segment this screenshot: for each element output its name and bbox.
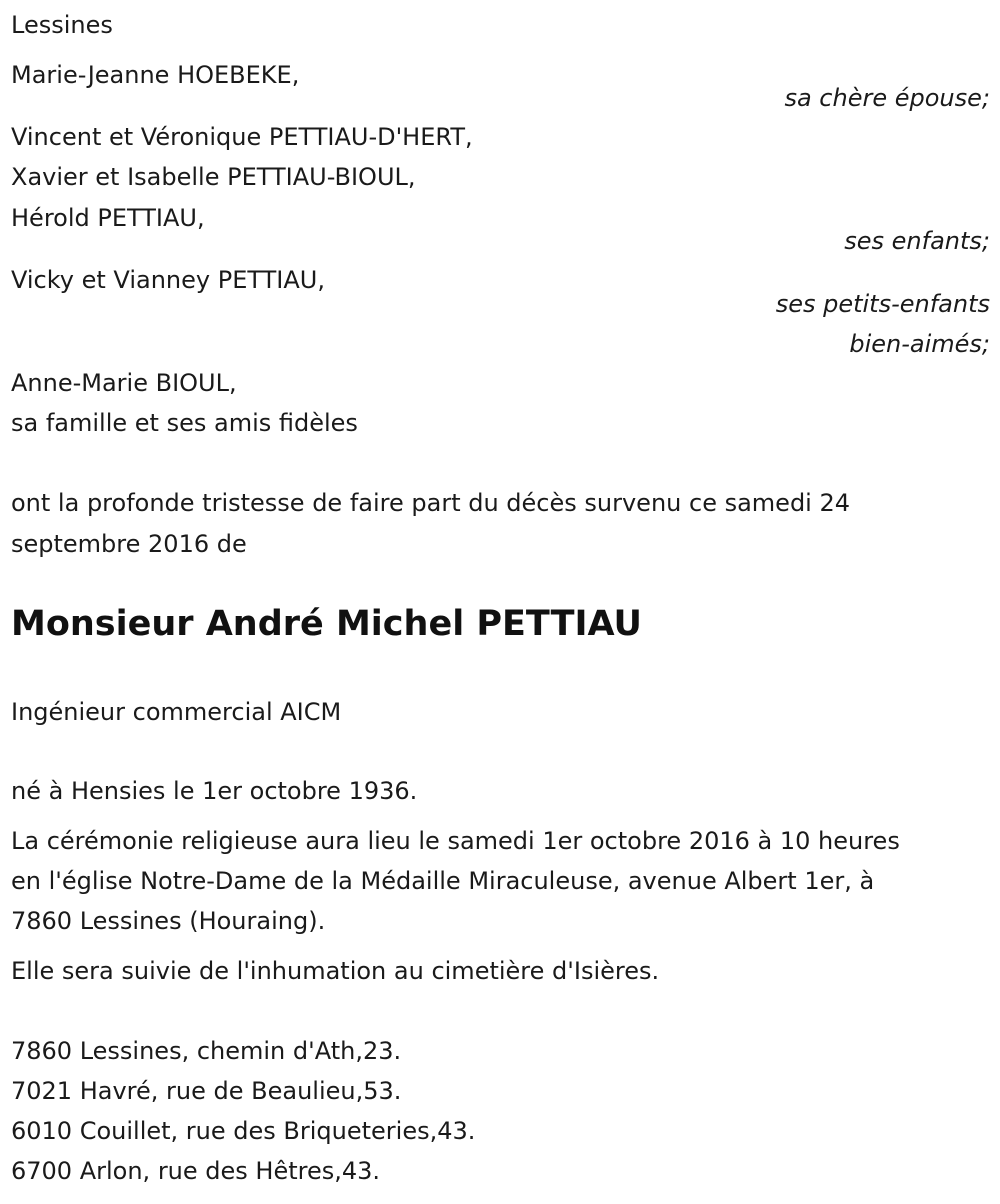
- ceremony-line: en l'église Notre-Dame de la Médaille Miraculeuse, avenue Albert 1er, à: [11, 867, 875, 895]
- child-line: Hérold PETTIAU,: [11, 204, 205, 232]
- children-role: ses enfants;: [844, 227, 990, 255]
- address-line: 7021 Havré, rue de Beaulieu,53.: [11, 1077, 402, 1105]
- announcement-line: ont la profonde tristesse de faire part du décès survenu ce samedi 24: [11, 489, 851, 517]
- deceased-name: Monsieur André Michel PETTIAU: [11, 604, 642, 644]
- ceremony-line: La cérémonie religieuse aura lieu le samedi 1er octobre 2016 à 10 heures: [11, 827, 900, 855]
- birth-info: né à Hensies le 1er octobre 1936.: [11, 777, 418, 805]
- burial-info: Elle sera suivie de l'inhumation au cimetière d'Isières.: [11, 957, 660, 985]
- location-heading: Lessines: [11, 11, 113, 39]
- address-line: 6010 Couillet, rue des Briqueteries,43.: [11, 1117, 476, 1145]
- profession: Ingénieur commercial AICM: [11, 698, 342, 726]
- spouse-role: sa chère épouse;: [784, 84, 990, 112]
- address-line: 6700 Arlon, rue des Hêtres,43.: [11, 1157, 381, 1185]
- grandchildren-names: Vicky et Vianney PETTIAU,: [11, 266, 325, 294]
- announcement-line: septembre 2016 de: [11, 530, 247, 558]
- other-relative-line: sa famille et ses amis fidèles: [11, 409, 358, 437]
- grandchildren-role-continued: bien-aimés;: [849, 330, 990, 358]
- grandchildren-role: ses petits-enfants: [775, 290, 990, 318]
- other-relative-line: Anne-Marie BIOUL,: [11, 369, 237, 397]
- ceremony-line: 7860 Lessines (Houraing).: [11, 907, 326, 935]
- child-line: Vincent et Véronique PETTIAU-D'HERT,: [11, 123, 473, 151]
- address-line: 7860 Lessines, chemin d'Ath,23.: [11, 1037, 402, 1065]
- child-line: Xavier et Isabelle PETTIAU-BIOUL,: [11, 163, 416, 191]
- spouse-name: Marie-Jeanne HOEBEKE,: [11, 61, 300, 89]
